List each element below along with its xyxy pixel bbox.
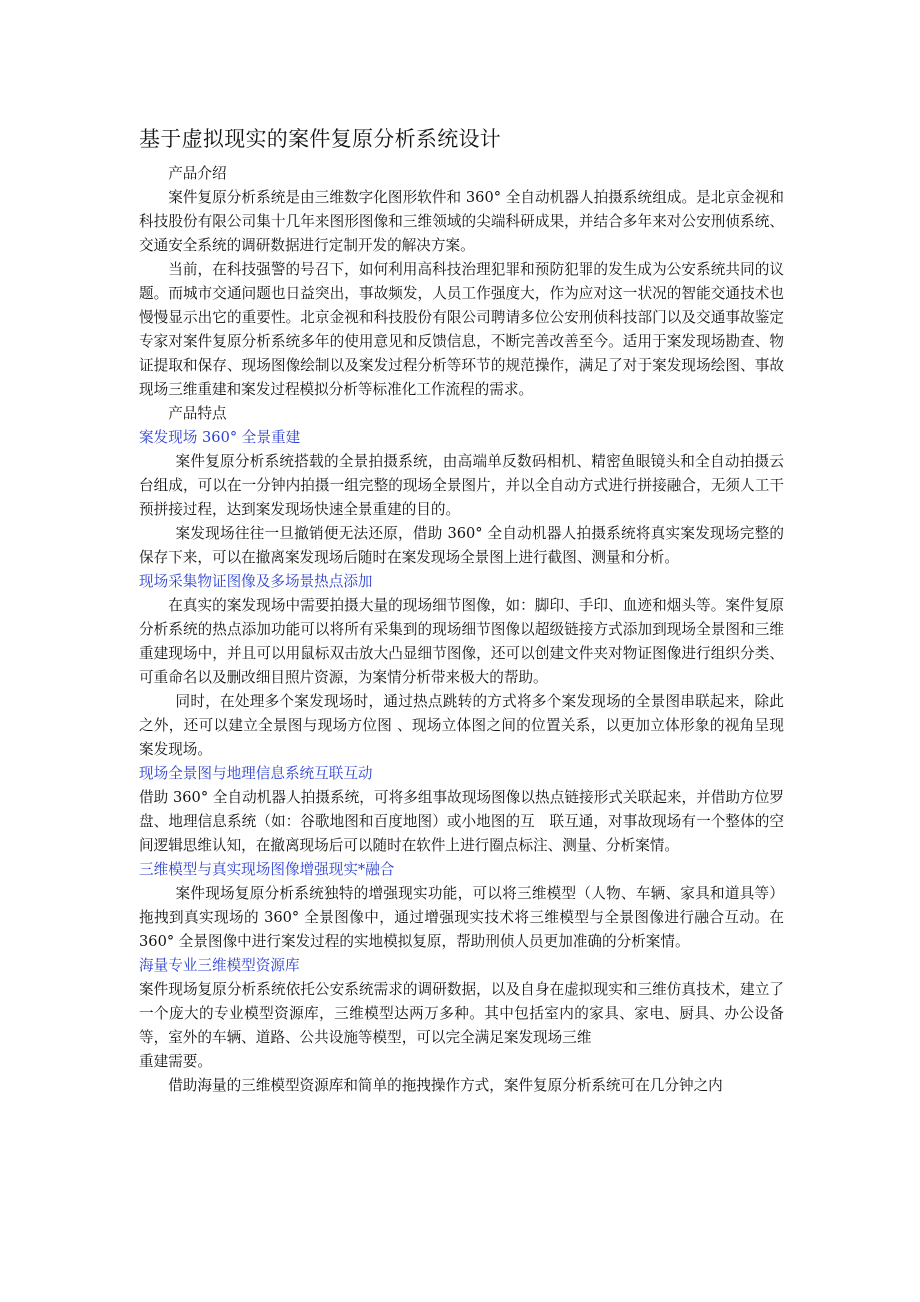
paragraph: 案件现场复原分析系统独特的增强现实功能，可以将三维模型（人物、车辆、家具和道具等）拖拽到真实现场的 360° 全景图像中，通过增强现实技术将三维模型与全景图像进行融合互动。在 360° 全景图像中进行案发过程的实地模拟复原，帮助刑侦人员更加准确的分析案情。 — [139, 885, 784, 950]
paragraph: 案发现场往往一旦撤销便无法还原，借助 360° 全自动机器人拍摄系统将真实案发现场完整的保存下来，可以在撤离案发现场后随时在案发现场全景图上进行截图、测量和分析。 — [139, 525, 784, 566]
document-body — [139, 122, 784, 1098]
document-sections — [139, 162, 784, 1098]
paragraph: 重建需要。 — [139, 1053, 212, 1070]
section-heading: 海量专业三维模型资源库 — [139, 957, 300, 974]
section-heading: 案发现场 360° 全景重建 — [139, 429, 301, 446]
paragraph: 借助 360° 全自动机器人拍摄系统，可将多组事故现场图像以热点链接形式关联起来，并借助方位罗盘、地理信息系统（如：谷歌地图和百度地图）或小地图的互 联互通，对事故现场有一个整体的空间逻辑思维认知，在撤离现场后可以随时在软件上进行圈点标注、测量、分析案情。 — [139, 789, 784, 854]
section-heading: 三维模型与真实现场图像增强现实*融合 — [139, 861, 395, 878]
paragraph: 借助海量的三维模型资源库和简单的拖拽操作方式，案件复原分析系统可在几分钟之内 — [168, 1077, 723, 1094]
paragraph: 案件复原分析系统搭载的全景拍摄系统，由高端单反数码相机、精密鱼眼镜头和全自动拍摄云台组成，可以在一分钟内拍摄一组完整的现场全景图片，并以全自动方式进行拼接融合，无须人工干预拼接过程，达到案发现场快速全景重建的目的。 — [139, 453, 784, 518]
section-heading: 现场采集物证图像及多场景热点添加 — [139, 573, 373, 590]
paragraph: 案件现场复原分析系统依托公安系统需求的调研数据，以及自身在虚拟现实和三维仿真技术，建立了一个庞大的专业模型资源库，三维模型达两万多种。其中包括室内的家具、家电、厨具、办公设备等，室外的车辆、道路、公共设施等模型，可以完全满足案发现场三维 — [139, 981, 784, 1046]
paragraph: 当前，在科技强警的号召下，如何利用高科技治理犯罪和预防犯罪的发生成为公安系统共同的议题。而城市交通问题也日益突出，事故频发，人员工作强度大，作为应对这一状况的智能交通技术也慢慢显示出它的重要性。北京金视和科技股份有限公司聘请多位公安刑侦科技部门以及交通事故鉴定专家对案件复原分析系统多年的使用意见和反馈信息，不断完善改善至今。适用于案发现场勘查、物证提取和保存、现场图像绘制以及案发过程分析等环节的规范操作，满足了对于案发现场绘图、事故现场三维重建和案发过程模拟分析等标准化工作流程的需求。 — [139, 261, 784, 398]
section-label: 产品特点 — [168, 405, 227, 422]
page-title: 基于虚拟现实的案件复原分析系统设计 — [139, 127, 502, 151]
section-heading: 现场全景图与地理信息系统互联互动 — [139, 765, 373, 782]
section-label: 产品介绍 — [168, 165, 227, 182]
paragraph: 同时，在处理多个案发现场时，通过热点跳转的方式将多个案发现场的全景图串联起来，除此之外，还可以建立全景图与现场方位图 、现场立体图之间的位置关系，以更加立体形象的视角呈现案发现场。 — [139, 693, 784, 758]
paragraph: 在真实的案发现场中需要拍摄大量的现场细节图像，如：脚印、手印、血迹和烟头等。案件复原分析系统的热点添加功能可以将所有采集到的现场细节图像以超级链接方式添加到现场全景图和三维重建现场中，并且可以用鼠标双击放大凸显细节图像，还可以创建文件夹对物证图像进行组织分类、可重命名以及删改细目照片资源，为案情分析带来极大的帮助。 — [139, 597, 784, 686]
paragraph: 案件复原分析系统是由三维数字化图形软件和 360° 全自动机器人拍摄系统组成。是北京金视和科技股份有限公司集十几年来图形图像和三维领域的尖端科研成果，并结合多年来对公安刑侦系统、交通安全系统的调研数据进行定制开发的解决方案。 — [139, 189, 784, 254]
